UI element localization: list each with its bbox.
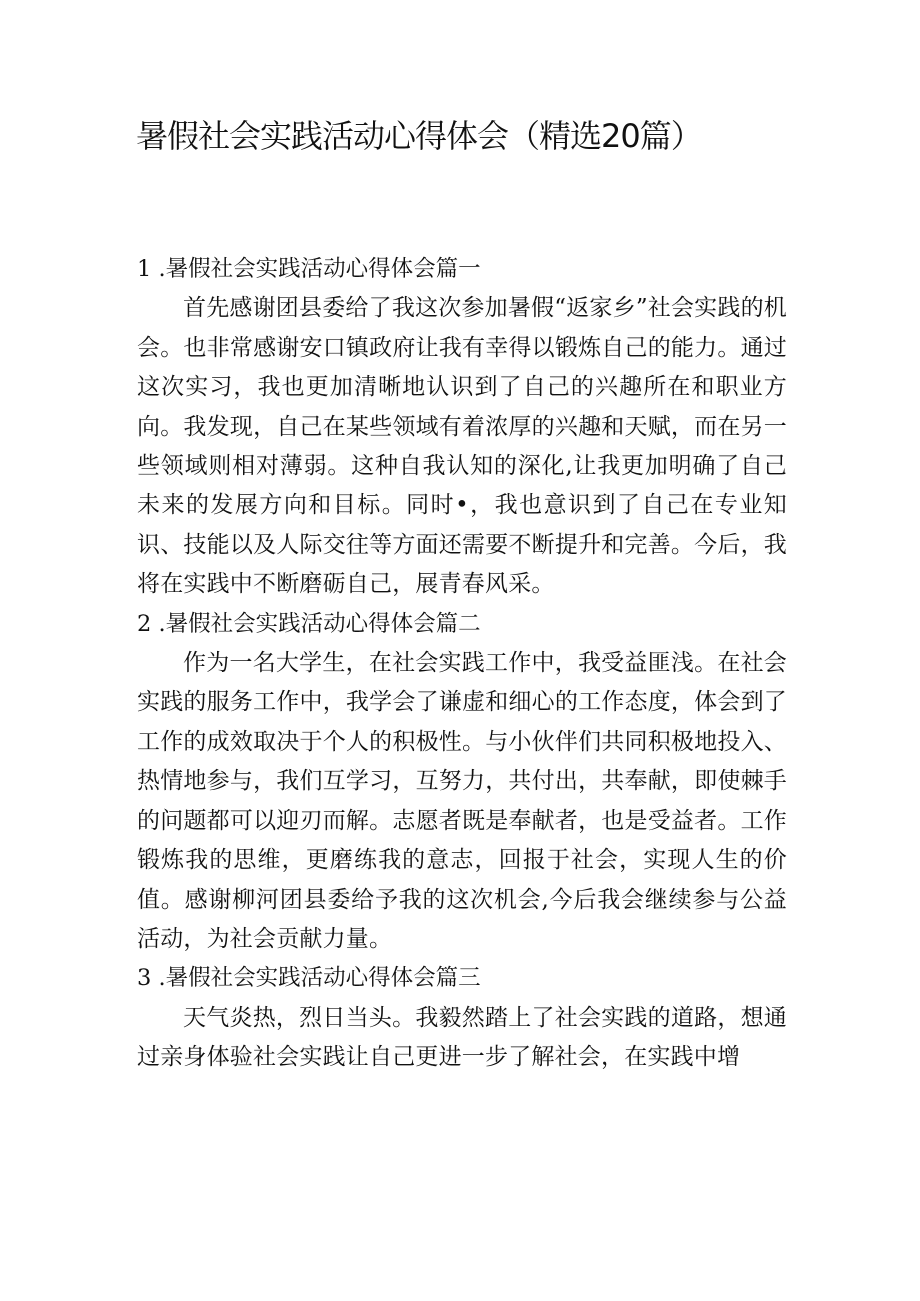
section-2 — [137, 605, 787, 960]
section-1 — [137, 250, 787, 605]
section-heading: 3 .暑假社会实践活动心得体会篇三 — [137, 965, 481, 992]
section-paragraph: 首先感谢团县委给了我这次参加暑假“返家乡”社会实践的机会。也非常感谢安口镇政府让我有幸得以锻炼自己的能力。通过这次实习，我也更加清晰地认识到了自己的兴趣所在和职业方向。我发现，自己在某些领域有着浓厚的兴趣和天赋，而在另一些领域则相对薄弱。这种自我认知的深化,让我更加明确了自己未来的发展方向和目标。同时•，我也意识到了自己在专业知识、技能以及人际交往等方面还需要不断提升和完善。今后，我将在实践中不断磨砺自己，展青春风采。 — [137, 295, 787, 598]
section-heading: 1 .暑假社会实践活动心得体会篇一 — [137, 256, 481, 282]
section-paragraph: 天气炎热，烈日当头。我毅然踏上了社会实践的道路，想通过亲身体验社会实践让自己更进一步了解社会，在实践中增 — [137, 1004, 787, 1071]
document-title: 暑假社会实践活动心得体会（精选20篇） — [136, 117, 702, 155]
section-3 — [137, 959, 787, 1077]
section-heading: 2 .暑假社会实践活动心得体会篇二 — [137, 610, 481, 637]
section-paragraph: 作为一名大学生，在社会实践工作中，我受益匪浅。在社会实践的服务工作中，我学会了谦虚和细心的工作态度，体会到了工作的成效取决于个人的积极性。与小伙伴们共同积极地投入、热情地参与，我们互学习，互努力，共付出，共奉献，即使棘手的问题都可以迎刃而解。志愿者既是奉献者，也是受益者。工作锻炼我的思维，更磨练我的意志，回报于社会，实现人生的价值。感谢柳河团县委给予我的这次机会,今后我会继续参与公益活动，为社会贡献力量。 — [137, 650, 787, 952]
document-body — [137, 250, 787, 1078]
